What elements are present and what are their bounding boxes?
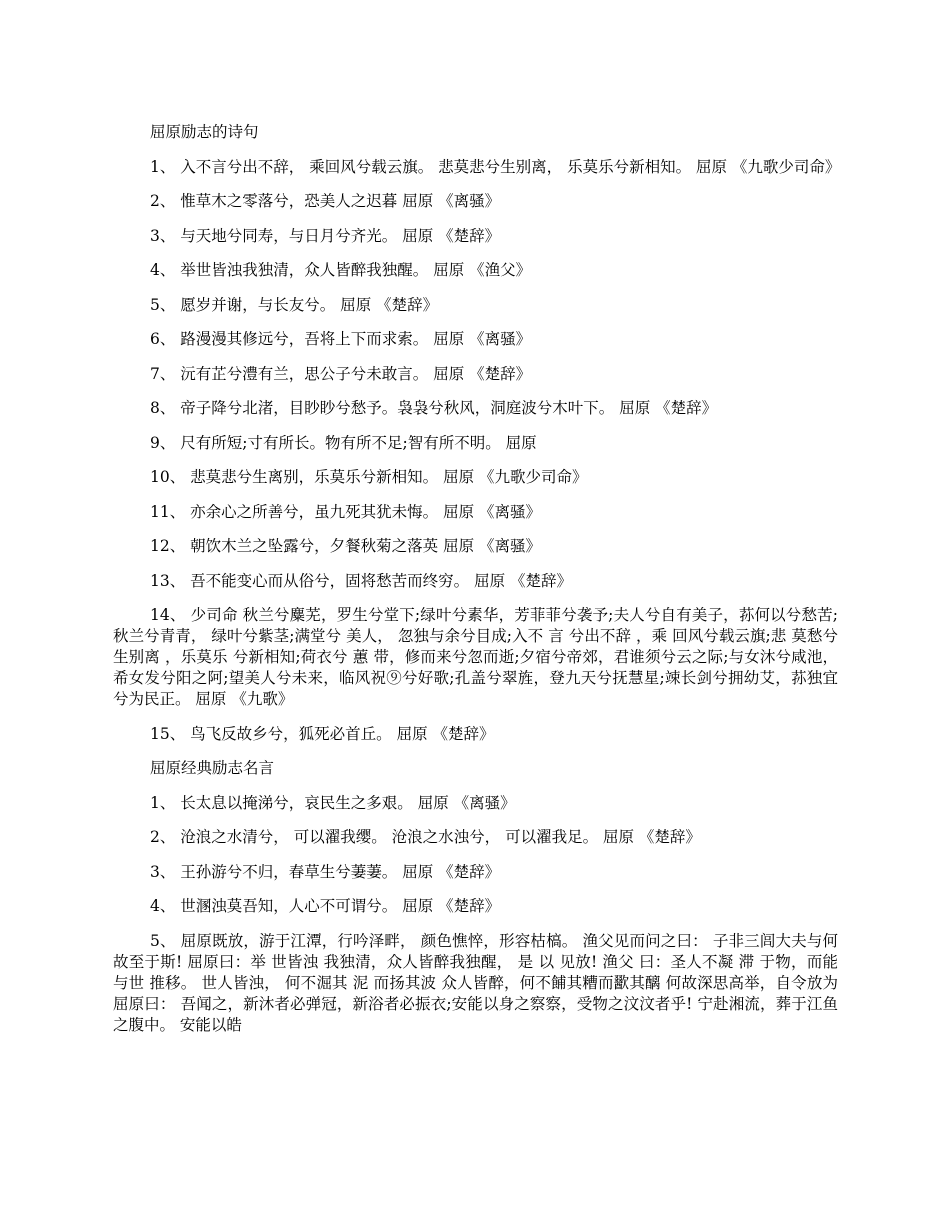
poem-item-14: 14、 少司命 秋兰兮麋芜，罗生兮堂下;绿叶兮素华，芳菲菲兮袭予;夫人兮自有美子，荪何以兮愁苦;秋兰兮青青， 绿叶兮紫茎;满堂兮 美人， 忽独与余兮目成;入不 言 兮出不辞 ，乘 回风兮载云旗;悲 莫愁兮生别离 ，乐莫乐 兮新相知;荷衣兮 蕙 带，修而来兮忽而逝;夕宿兮帝郊，君谁须兮云之际;与女沐兮咸池，希女发兮阳之阿;望美人兮未来，临风祝⑨兮好歌;孔盖兮翠旌，登九天兮抚慧星;竦长剑兮拥幼艾，荪独宜兮为民正。 屈原 《九歌》 bbox=[113, 606, 838, 708]
poem-item-4: 4、 举世皆浊我独清，众人皆醉我独醒。 屈原 《渔父》 bbox=[150, 261, 532, 279]
poem-item-6: 6、 路漫漫其修远兮，吾将上下而求索。 屈原 《离骚》 bbox=[150, 330, 532, 348]
quote-item-4: 4、 世溷浊莫吾知，人心不可谓兮。 屈原 《楚辞》 bbox=[150, 897, 501, 915]
poem-item-5: 5、 愿岁并谢，与长友兮。 屈原 《楚辞》 bbox=[150, 295, 439, 314]
quote-item-5: 5、 屈原既放，游于江潭，行吟泽畔， 颜色憔悴，形容枯槁。 渔父见而问之曰： 子非三闾大夫与何故至于斯! 屈原曰：举 世皆浊 我独清，众人皆醉我独醒， 是 以 见放! 渔父 曰：圣人不凝 滞 于物，而能与世 推移。 世人皆浊， 何不淈其 泥 而扬其波 众人皆醉，何不餔其糟而歠其醨 何故深思高举，自令放为 屈原曰： 吾闻之，新沐者必弹冠，新浴者必振衣;安能以身之察察，受物之汶汶者乎! 宁赴湘流，葬于江鱼之腹中。 安能以皓 bbox=[113, 931, 838, 1034]
poem-item-2: 2、 惟草木之零落兮，恐美人之迟暮 屈原 《离骚》 bbox=[150, 192, 501, 210]
section-heading-poems: 屈原励志的诗句 bbox=[150, 123, 259, 141]
poem-item-3: 3、 与天地兮同寿，与日月兮齐光。 屈原 《楚辞》 bbox=[150, 226, 501, 245]
poem-item-8: 8、 帝子降兮北渚，目眇眇兮愁予。袅袅兮秋风，洞庭波兮木叶下。 屈原 《楚辞》 bbox=[150, 399, 718, 417]
poem-item-9: 9、 尺有所短;寸有所长。物有所不足;智有所不明。 屈原 bbox=[150, 433, 537, 452]
document-body bbox=[113, 122, 841, 1049]
quote-item-3: 3、 王孙游兮不归，春草生兮萋萋。 屈原 《楚辞》 bbox=[150, 862, 501, 881]
poem-item-1: 1、 入不言兮出不辞， 乘回风兮载云旗。 悲莫悲兮生别离， 乐莫乐兮新相知。 屈原 《九歌少司命》 bbox=[150, 157, 841, 176]
poem-item-15: 15、 鸟飞反故乡兮，狐死必首丘。 屈原 《楚辞》 bbox=[150, 724, 495, 743]
poem-item-11: 11、 亦余心之所善兮，虽九死其犹未悔。 屈原 《离骚》 bbox=[150, 502, 542, 521]
section-heading-quotes: 屈原经典励志名言 bbox=[150, 759, 275, 777]
poem-item-12: 12、 朝饮木兰之坠露兮，夕餐秋菊之落英 屈原 《离骚》 bbox=[150, 537, 542, 555]
quote-item-2: 2、 沧浪之水清兮， 可以濯我缨。 沧浪之水浊兮， 可以濯我足。 屈原 《楚辞》 bbox=[150, 828, 701, 846]
poem-item-13: 13、 吾不能变心而从俗兮，固将愁苦而终穷。 屈原 《楚辞》 bbox=[150, 571, 573, 590]
quote-item-1: 1、 长太息以掩涕兮，哀民生之多艰。 屈原 《离骚》 bbox=[150, 793, 516, 812]
poem-item-7: 7、 沅有芷兮澧有兰，思公子兮未敢言。 屈原 《楚辞》 bbox=[150, 364, 532, 383]
poem-item-10: 10、 悲莫悲兮生离别，乐莫乐兮新相知。 屈原 《九歌少司命》 bbox=[150, 468, 588, 486]
